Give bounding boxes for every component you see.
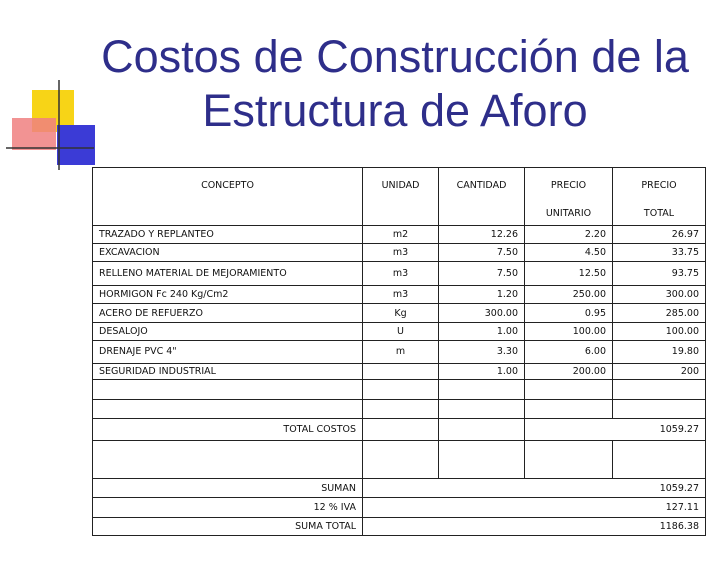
cell-unitario: 0.95 (525, 304, 613, 322)
cell-total: 19.80 (613, 340, 706, 363)
slide-title (95, 30, 695, 138)
table-row (93, 286, 706, 304)
cell-unidad: Kg (363, 304, 439, 322)
total-costos-label: TOTAL COSTOS (93, 418, 363, 440)
cell-cantidad: 1.00 (439, 364, 525, 380)
cell-total: 285.00 (613, 304, 706, 322)
header-row (93, 168, 706, 203)
cell-unitario: 200.00 (525, 364, 613, 380)
suman-label: SUMAN (93, 479, 363, 498)
cell-unitario: 2.20 (525, 225, 613, 243)
header-unidad: UNIDAD (363, 168, 439, 203)
cell-total: 26.97 (613, 225, 706, 243)
title-line-1: Costos de Construcción de la (101, 31, 689, 82)
cell-unidad: U (363, 322, 439, 340)
table-row (93, 364, 706, 380)
total-costos-value: 1059.27 (613, 418, 706, 440)
header-total: TOTAL (613, 203, 706, 225)
table-row (93, 340, 706, 363)
suma-total-row (93, 517, 706, 535)
cell-unitario: 250.00 (525, 286, 613, 304)
header-unitario: UNITARIO (525, 203, 613, 225)
header-concepto: CONCEPTO (93, 168, 363, 203)
cell-cantidad: 12.26 (439, 225, 525, 243)
cell-total: 300.00 (613, 286, 706, 304)
iva-label: 12 % IVA (93, 498, 363, 517)
cell-cantidad: 1.00 (439, 322, 525, 340)
empty-row (93, 440, 706, 478)
cell-concepto: ACERO DE REFUERZO (93, 304, 363, 322)
iva-row (93, 498, 706, 517)
cell-unitario: 12.50 (525, 261, 613, 285)
table-row (93, 304, 706, 322)
cell-unidad: m3 (363, 261, 439, 285)
empty-row (93, 380, 706, 400)
header-row-2 (93, 203, 706, 225)
slide-logo-icon (0, 0, 100, 175)
cell-unidad: m3 (363, 286, 439, 304)
header-cantidad: CANTIDAD (439, 168, 525, 203)
cell-unitario: 6.00 (525, 340, 613, 363)
cell-cantidad: 300.00 (439, 304, 525, 322)
cost-table (92, 167, 706, 536)
table-row (93, 243, 706, 261)
table-row (93, 322, 706, 340)
cell-concepto: DESALOJO (93, 322, 363, 340)
iva-value: 127.11 (363, 498, 706, 517)
cell-concepto: RELLENO MATERIAL DE MEJORAMIENTO (93, 261, 363, 285)
cell-unitario: 4.50 (525, 243, 613, 261)
cell-unidad (363, 364, 439, 380)
cell-unidad: m (363, 340, 439, 363)
table-row (93, 225, 706, 243)
cell-total: 200 (613, 364, 706, 380)
total-costos-row (93, 418, 706, 440)
cell-cantidad: 1.20 (439, 286, 525, 304)
cell-total: 93.75 (613, 261, 706, 285)
cell-concepto: EXCAVACION (93, 243, 363, 261)
cell-cantidad: 7.50 (439, 261, 525, 285)
cell-concepto: SEGURIDAD INDUSTRIAL (93, 364, 363, 380)
cell-concepto: DRENAJE PVC 4" (93, 340, 363, 363)
suman-value: 1059.27 (363, 479, 706, 498)
title-line-2: Estructura de Aforo (202, 85, 588, 136)
cell-unitario: 100.00 (525, 322, 613, 340)
cell-concepto: HORMIGON Fc 240 Kg/Cm2 (93, 286, 363, 304)
suma-total-value: 1186.38 (363, 517, 706, 535)
cell-total: 33.75 (613, 243, 706, 261)
empty-row (93, 400, 706, 418)
cell-cantidad: 7.50 (439, 243, 525, 261)
cell-unidad: m2 (363, 225, 439, 243)
cell-cantidad: 3.30 (439, 340, 525, 363)
header-precio-total: PRECIO (613, 168, 706, 203)
cell-total: 100.00 (613, 322, 706, 340)
header-precio-unitario: PRECIO (525, 168, 613, 203)
table-row (93, 261, 706, 285)
suman-row (93, 479, 706, 498)
cell-concepto: TRAZADO Y REPLANTEO (93, 225, 363, 243)
suma-total-label: SUMA TOTAL (93, 517, 363, 535)
cell-unidad: m3 (363, 243, 439, 261)
